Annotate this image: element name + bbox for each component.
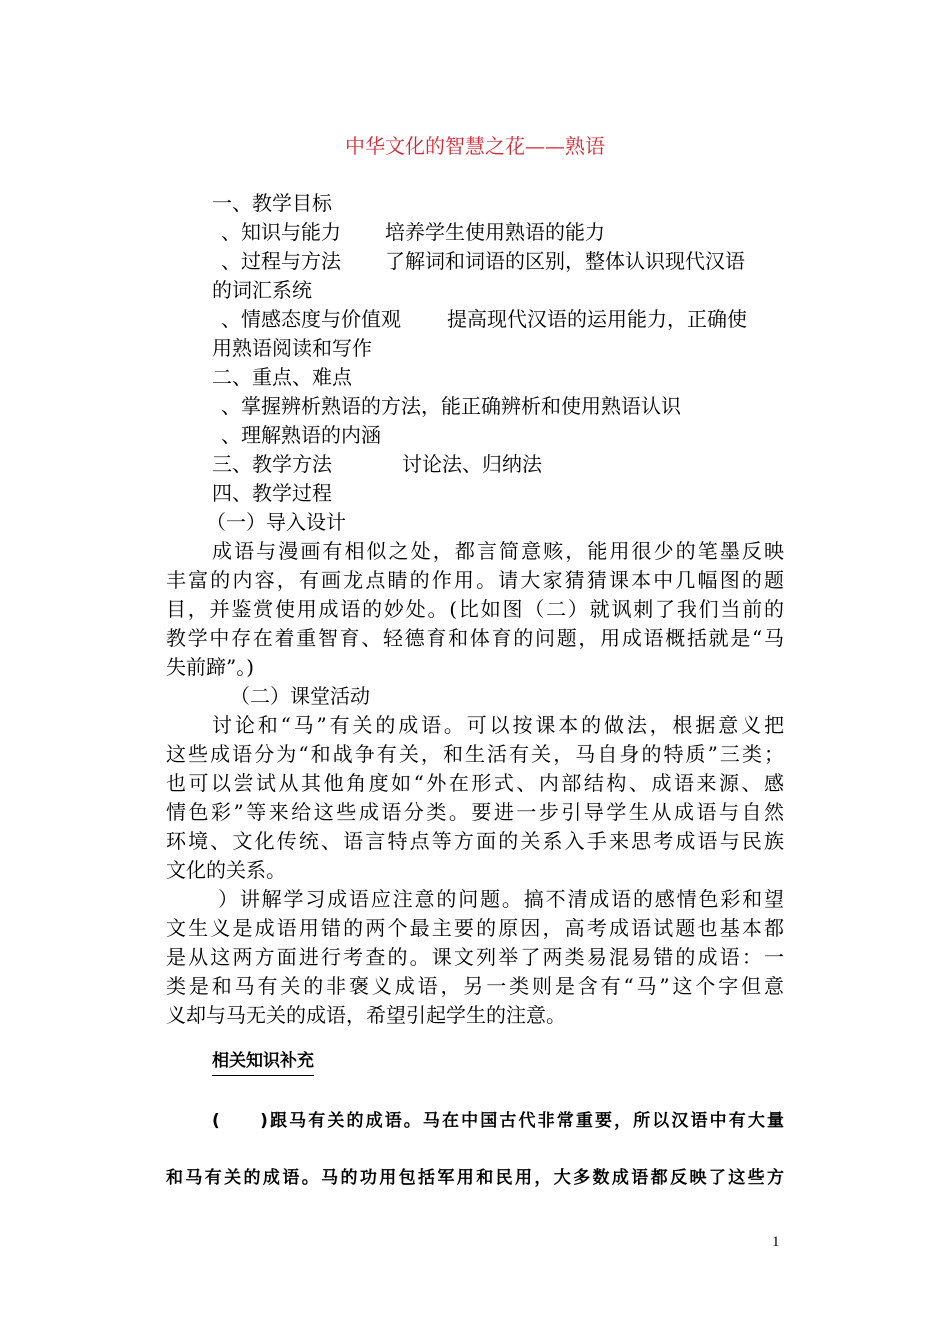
para2-line: 讨论和“马”有关的成语。可以按课本的做法，根据意义把: [212, 713, 784, 737]
para2-line: 文化的关系。: [166, 858, 286, 882]
para3-line: 是从这两方面进行考查的。课文列举了两类易混易错的成语：一: [166, 945, 784, 969]
supplement-line-2: 和马有关的成语。马的功用包括军用和民用，大多数成语都反映了这些方: [166, 1168, 784, 1188]
keypoint-2: 、理解熟语的内涵: [221, 423, 381, 447]
para3-line: 文生义是成语用错的两个最主要的原因，高考成语试题也基本都: [166, 916, 784, 940]
supplement-line-1: ( )跟马有关的成语。马在中国古代非常重要，所以汉语中有大量: [212, 1111, 784, 1131]
section-heading-objectives: 一、教学目标: [212, 191, 332, 215]
objective-emotion: [221, 305, 747, 334]
section-heading-methods: 三、教学方法: [212, 452, 332, 476]
para2-line: 这些成语分为“和战争有关，和生活有关，马自身的特质”三类；: [166, 742, 784, 766]
objective-process-label: 、过程与方法: [221, 249, 341, 273]
subsection-intro: （一）导入设计: [206, 510, 346, 534]
para1-line: 成语与漫画有相似之处，都言简意赅，能用很少的笔墨反映: [212, 539, 784, 563]
subsection-activity: （二）课堂活动: [230, 684, 370, 708]
objective-knowledge-label: 、知识与能力: [221, 220, 341, 244]
section-heading-process: 四、教学过程: [212, 481, 332, 505]
objective-knowledge-text: 培养学生使用熟语的能力: [385, 220, 605, 244]
supplement-heading: 相关知识补充: [212, 1046, 314, 1076]
para3-line: 类是和马有关的非褒义成语，另一类则是含有“马”这个字但意: [166, 974, 784, 998]
para1-line: 目，并鉴赏使用成语的妙处。(比如图（二）就讽刺了我们当前的: [166, 597, 784, 621]
para1-line: 丰富的内容，有画龙点睛的作用。请大家猜猜课本中几幅图的题: [166, 568, 784, 592]
objective-emotion-cont: 用熟语阅读和写作: [212, 336, 372, 360]
methods-text: 讨论法、归纳法: [402, 452, 542, 476]
para2-line: 情色彩”等来给这些成语分类。要进一步引导学生从成语与自然: [166, 800, 784, 824]
document-title: 中华文化的智慧之花——熟语: [345, 134, 605, 158]
para1-line: 教学中存在着重智育、轻德育和体育的问题，用成语概括就是“马: [166, 626, 784, 650]
objective-process-text: 了解词和词语的区别，整体认识现代汉语: [385, 249, 745, 273]
para2-line: 也可以尝试从其他角度如“外在形式、内部结构、成语来源、感: [166, 771, 784, 795]
para2-line: 环境、文化传统、语言特点等方面的关系入手来思考成语与民族: [166, 829, 784, 853]
para1-line: 失前蹄”。): [166, 655, 255, 679]
page-number: 1: [772, 1234, 780, 1250]
objective-process: [221, 247, 745, 276]
objective-process-cont: 的词汇系统: [212, 278, 312, 302]
objective-knowledge: [221, 218, 605, 247]
keypoint-1: 、掌握辨析熟语的方法，能正确辨析和使用熟语认识: [221, 394, 681, 418]
para3-line: ）讲解学习成语应注意的问题。搞不清成语的感情色彩和望: [218, 887, 784, 911]
para3-line: 义却与马无关的成语，希望引起学生的注意。: [166, 1003, 566, 1027]
section-heading-keypoints: 二、重点、难点: [212, 365, 352, 389]
objective-emotion-label: 、情感态度与价值观: [221, 307, 401, 331]
objective-emotion-text: 提高现代汉语的运用能力，正确使: [447, 307, 747, 331]
section-methods: [212, 450, 542, 479]
